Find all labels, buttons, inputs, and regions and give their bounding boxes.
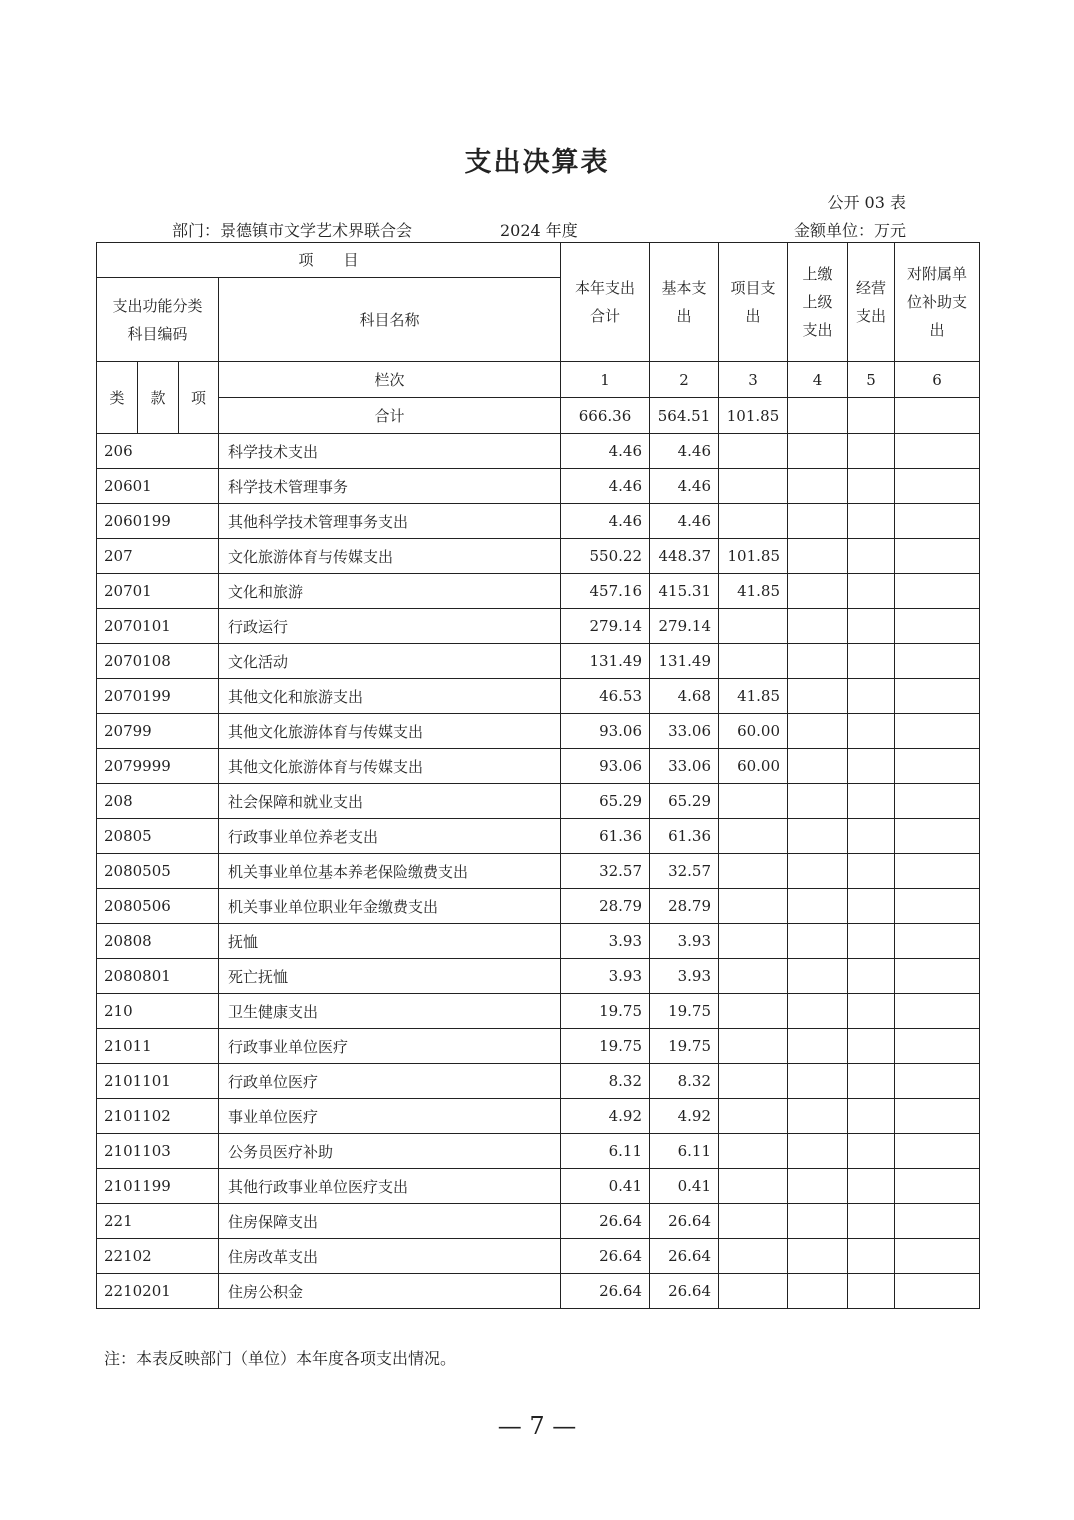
- row-value: 65.29: [561, 784, 650, 819]
- header-lei: 类: [97, 362, 138, 434]
- header-lanci: 栏次: [219, 362, 561, 398]
- row-value: [788, 539, 848, 574]
- row-value: 3.93: [561, 959, 650, 994]
- row-value: 8.32: [561, 1064, 650, 1099]
- row-value: 131.49: [650, 644, 719, 679]
- row-value: [895, 959, 980, 994]
- row-value: [848, 1274, 895, 1309]
- col-num-6: 6: [895, 362, 980, 398]
- row-value: 28.79: [650, 889, 719, 924]
- row-name: 机关事业单位职业年金缴费支出: [219, 889, 561, 924]
- row-code: 2080801: [97, 959, 219, 994]
- table-row: [97, 1134, 980, 1169]
- row-value: 0.41: [650, 1169, 719, 1204]
- header-kuan: 款: [138, 362, 179, 434]
- row-code: 21011: [97, 1029, 219, 1064]
- row-value: [719, 644, 788, 679]
- row-value: 26.64: [561, 1204, 650, 1239]
- row-value: [895, 749, 980, 784]
- row-name: 行政事业单位医疗: [219, 1029, 561, 1064]
- row-code: 2101199: [97, 1169, 219, 1204]
- row-value: [848, 1204, 895, 1239]
- row-value: [788, 819, 848, 854]
- row-value: 4.46: [561, 434, 650, 469]
- row-value: [848, 1064, 895, 1099]
- table-row: [97, 854, 980, 889]
- table-row: [97, 609, 980, 644]
- row-value: 32.57: [650, 854, 719, 889]
- row-value: [719, 1274, 788, 1309]
- row-value: [895, 679, 980, 714]
- total-cell: 101.85: [719, 398, 788, 434]
- row-value: [788, 714, 848, 749]
- row-name: 文化和旅游: [219, 574, 561, 609]
- table-number: 公开 03 表: [827, 193, 906, 212]
- row-value: [895, 1169, 980, 1204]
- row-value: 26.64: [561, 1274, 650, 1309]
- row-value: [848, 819, 895, 854]
- row-value: [788, 469, 848, 504]
- total-cell: [895, 398, 980, 434]
- unit-label: 金额单位：万元: [793, 221, 906, 240]
- col-num-5: 5: [848, 362, 895, 398]
- row-name: 其他文化旅游体育与传媒支出: [219, 749, 561, 784]
- row-code: 2080506: [97, 889, 219, 924]
- row-value: [895, 434, 980, 469]
- total-label: 合计: [219, 398, 561, 434]
- row-value: [895, 644, 980, 679]
- table-row: [97, 889, 980, 924]
- row-value: 61.36: [650, 819, 719, 854]
- row-value: 93.06: [561, 749, 650, 784]
- row-value: [895, 539, 980, 574]
- row-name: 其他文化旅游体育与传媒支出: [219, 714, 561, 749]
- row-value: [895, 1099, 980, 1134]
- row-value: 4.46: [561, 504, 650, 539]
- row-value: [719, 784, 788, 819]
- row-value: [895, 714, 980, 749]
- row-value: [848, 1134, 895, 1169]
- row-value: [719, 854, 788, 889]
- row-value: [895, 504, 980, 539]
- row-value: [895, 1064, 980, 1099]
- header-col-5: 经营支出: [848, 243, 895, 362]
- row-value: [848, 504, 895, 539]
- row-value: [848, 1099, 895, 1134]
- row-value: 4.68: [650, 679, 719, 714]
- row-code: 20805: [97, 819, 219, 854]
- row-value: 448.37: [650, 539, 719, 574]
- row-name: 住房公积金: [219, 1274, 561, 1309]
- row-name: 其他科学技术管理事务支出: [219, 504, 561, 539]
- header-xiang: 项: [179, 362, 219, 434]
- row-value: [788, 994, 848, 1029]
- row-name: 抚恤: [219, 924, 561, 959]
- row-value: 8.32: [650, 1064, 719, 1099]
- row-value: [848, 679, 895, 714]
- row-name: 住房保障支出: [219, 1204, 561, 1239]
- row-value: [848, 1169, 895, 1204]
- row-code: 2079999: [97, 749, 219, 784]
- row-value: [895, 1274, 980, 1309]
- row-code: 2101102: [97, 1099, 219, 1134]
- table-row: [97, 504, 980, 539]
- row-value: 415.31: [650, 574, 719, 609]
- row-value: [895, 469, 980, 504]
- row-value: [788, 749, 848, 784]
- row-value: [788, 924, 848, 959]
- row-value: 26.64: [561, 1239, 650, 1274]
- row-value: [788, 574, 848, 609]
- header-col-4: 上缴上级支出: [788, 243, 848, 362]
- row-value: 4.46: [650, 469, 719, 504]
- row-value: [895, 924, 980, 959]
- header-col-3: 项目支出: [719, 243, 788, 362]
- row-value: 46.53: [561, 679, 650, 714]
- row-code: 2070199: [97, 679, 219, 714]
- row-name: 科学技术支出: [219, 434, 561, 469]
- total-cell: [848, 398, 895, 434]
- table-row: [97, 1204, 980, 1239]
- row-name: 文化旅游体育与传媒支出: [219, 539, 561, 574]
- row-value: 26.64: [650, 1274, 719, 1309]
- row-value: [719, 1134, 788, 1169]
- row-name: 行政事业单位养老支出: [219, 819, 561, 854]
- row-value: [848, 434, 895, 469]
- row-value: [895, 854, 980, 889]
- row-value: [848, 1029, 895, 1064]
- row-value: 41.85: [719, 574, 788, 609]
- row-code: 208: [97, 784, 219, 819]
- row-value: 33.06: [650, 749, 719, 784]
- year-label: 2024 年度: [500, 221, 578, 240]
- table-row: [97, 574, 980, 609]
- row-value: 4.46: [650, 434, 719, 469]
- row-value: [895, 784, 980, 819]
- row-value: 32.57: [561, 854, 650, 889]
- col-num-1: 1: [561, 362, 650, 398]
- table-row: [97, 1274, 980, 1309]
- row-value: 19.75: [561, 994, 650, 1029]
- row-value: 60.00: [719, 749, 788, 784]
- row-value: [788, 1204, 848, 1239]
- table-row: [97, 679, 980, 714]
- table-row: [97, 749, 980, 784]
- row-value: [719, 1169, 788, 1204]
- table-note: 注：本表反映部门（单位）本年度各项支出情况。: [104, 1349, 457, 1368]
- row-value: [848, 539, 895, 574]
- row-value: [895, 889, 980, 924]
- row-value: 550.22: [561, 539, 650, 574]
- row-value: [895, 1204, 980, 1239]
- row-value: [848, 994, 895, 1029]
- row-code: 20701: [97, 574, 219, 609]
- col-num-4: 4: [788, 362, 848, 398]
- row-value: 60.00: [719, 714, 788, 749]
- table-row: [97, 959, 980, 994]
- row-code: 2060199: [97, 504, 219, 539]
- row-value: [848, 574, 895, 609]
- row-name: 公务员医疗补助: [219, 1134, 561, 1169]
- row-value: 0.41: [561, 1169, 650, 1204]
- row-value: [895, 1239, 980, 1274]
- table-row: [97, 1169, 980, 1204]
- row-value: [719, 959, 788, 994]
- row-value: [788, 679, 848, 714]
- row-value: [719, 1064, 788, 1099]
- total-cell: [788, 398, 848, 434]
- row-code: 20799: [97, 714, 219, 749]
- row-value: 6.11: [561, 1134, 650, 1169]
- row-value: [788, 959, 848, 994]
- row-value: 26.64: [650, 1239, 719, 1274]
- row-value: [848, 924, 895, 959]
- row-value: [788, 1169, 848, 1204]
- row-value: [719, 819, 788, 854]
- table-row: [97, 1064, 980, 1099]
- row-value: [895, 819, 980, 854]
- row-value: 28.79: [561, 889, 650, 924]
- row-value: [788, 1274, 848, 1309]
- row-name: 其他行政事业单位医疗支出: [219, 1169, 561, 1204]
- row-value: [848, 1239, 895, 1274]
- table-row: [97, 1099, 980, 1134]
- row-value: [788, 1239, 848, 1274]
- row-name: 行政运行: [219, 609, 561, 644]
- row-value: 131.49: [561, 644, 650, 679]
- row-value: [788, 889, 848, 924]
- header-col-2: 基本支出: [650, 243, 719, 362]
- row-value: 65.29: [650, 784, 719, 819]
- row-value: [788, 504, 848, 539]
- table-row: [97, 994, 980, 1029]
- row-code: 2070108: [97, 644, 219, 679]
- row-value: [895, 574, 980, 609]
- row-value: 279.14: [561, 609, 650, 644]
- row-name: 卫生健康支出: [219, 994, 561, 1029]
- table-row: [97, 819, 980, 854]
- row-name: 住房改革支出: [219, 1239, 561, 1274]
- table-row: [97, 644, 980, 679]
- table-row: [97, 539, 980, 574]
- row-value: [719, 469, 788, 504]
- header-subject-name: 科目名称: [219, 278, 561, 362]
- row-value: 33.06: [650, 714, 719, 749]
- row-value: [848, 749, 895, 784]
- row-value: [848, 714, 895, 749]
- header-col-1: 本年支出合计: [561, 243, 650, 362]
- expenditure-table: [96, 242, 980, 1309]
- row-value: 4.46: [650, 504, 719, 539]
- row-value: 61.36: [561, 819, 650, 854]
- row-name: 死亡抚恤: [219, 959, 561, 994]
- table-row: [97, 469, 980, 504]
- row-value: [719, 1204, 788, 1239]
- row-value: [848, 644, 895, 679]
- table-row: [97, 434, 980, 469]
- table-row: [97, 924, 980, 959]
- header-func-code: 支出功能分类科目编码: [97, 278, 219, 362]
- row-name: 其他文化和旅游支出: [219, 679, 561, 714]
- row-value: [719, 1099, 788, 1134]
- row-value: [719, 1239, 788, 1274]
- row-value: [788, 854, 848, 889]
- row-code: 206: [97, 434, 219, 469]
- row-value: [848, 784, 895, 819]
- row-code: 2080505: [97, 854, 219, 889]
- row-code: 20601: [97, 469, 219, 504]
- table-row: [97, 1029, 980, 1064]
- row-code: 221: [97, 1204, 219, 1239]
- row-value: [788, 644, 848, 679]
- row-value: 3.93: [561, 924, 650, 959]
- page-title: 支出决算表: [464, 147, 610, 178]
- row-value: 4.92: [561, 1099, 650, 1134]
- row-value: [848, 469, 895, 504]
- row-value: [719, 889, 788, 924]
- row-code: 210: [97, 994, 219, 1029]
- row-value: 26.64: [650, 1204, 719, 1239]
- row-value: 41.85: [719, 679, 788, 714]
- row-value: 93.06: [561, 714, 650, 749]
- row-value: 101.85: [719, 539, 788, 574]
- row-value: 19.75: [561, 1029, 650, 1064]
- row-value: [788, 609, 848, 644]
- row-value: [788, 434, 848, 469]
- row-name: 社会保障和就业支出: [219, 784, 561, 819]
- row-name: 机关事业单位基本养老保险缴费支出: [219, 854, 561, 889]
- row-value: [895, 1029, 980, 1064]
- row-value: 6.11: [650, 1134, 719, 1169]
- row-value: [719, 924, 788, 959]
- row-value: [788, 1099, 848, 1134]
- page-number: — 7 —: [497, 1412, 577, 1440]
- row-code: 2210201: [97, 1274, 219, 1309]
- row-name: 文化活动: [219, 644, 561, 679]
- row-value: [719, 434, 788, 469]
- department-label: 部门：景德镇市文学艺术界联合会: [172, 221, 413, 240]
- row-value: [848, 854, 895, 889]
- row-value: [788, 1064, 848, 1099]
- row-value: 4.92: [650, 1099, 719, 1134]
- row-value: [895, 1134, 980, 1169]
- row-value: 19.75: [650, 1029, 719, 1064]
- row-value: [895, 609, 980, 644]
- table-row: [97, 784, 980, 819]
- row-value: [719, 1029, 788, 1064]
- row-value: [848, 609, 895, 644]
- row-code: 2101103: [97, 1134, 219, 1169]
- row-value: 457.16: [561, 574, 650, 609]
- table-row: [97, 714, 980, 749]
- col-num-3: 3: [719, 362, 788, 398]
- row-code: 2070101: [97, 609, 219, 644]
- row-value: [788, 1134, 848, 1169]
- row-value: 3.93: [650, 959, 719, 994]
- total-cell: 564.51: [650, 398, 719, 434]
- row-value: [848, 889, 895, 924]
- header-xiangmu: 项 目: [97, 243, 561, 278]
- row-value: [788, 784, 848, 819]
- total-cell: 666.36: [561, 398, 650, 434]
- row-value: 3.93: [650, 924, 719, 959]
- row-name: 行政单位医疗: [219, 1064, 561, 1099]
- row-value: [719, 504, 788, 539]
- row-value: [895, 994, 980, 1029]
- row-value: 4.46: [561, 469, 650, 504]
- row-code: 20808: [97, 924, 219, 959]
- row-name: 事业单位医疗: [219, 1099, 561, 1134]
- row-code: 2101101: [97, 1064, 219, 1099]
- row-value: 19.75: [650, 994, 719, 1029]
- row-value: [719, 994, 788, 1029]
- col-num-2: 2: [650, 362, 719, 398]
- row-code: 207: [97, 539, 219, 574]
- table-row: [97, 1239, 980, 1274]
- header-col-6: 对附属单位补助支出: [895, 243, 980, 362]
- row-code: 22102: [97, 1239, 219, 1274]
- row-value: [788, 1029, 848, 1064]
- row-value: [719, 609, 788, 644]
- row-value: [848, 959, 895, 994]
- row-name: 科学技术管理事务: [219, 469, 561, 504]
- row-value: 279.14: [650, 609, 719, 644]
